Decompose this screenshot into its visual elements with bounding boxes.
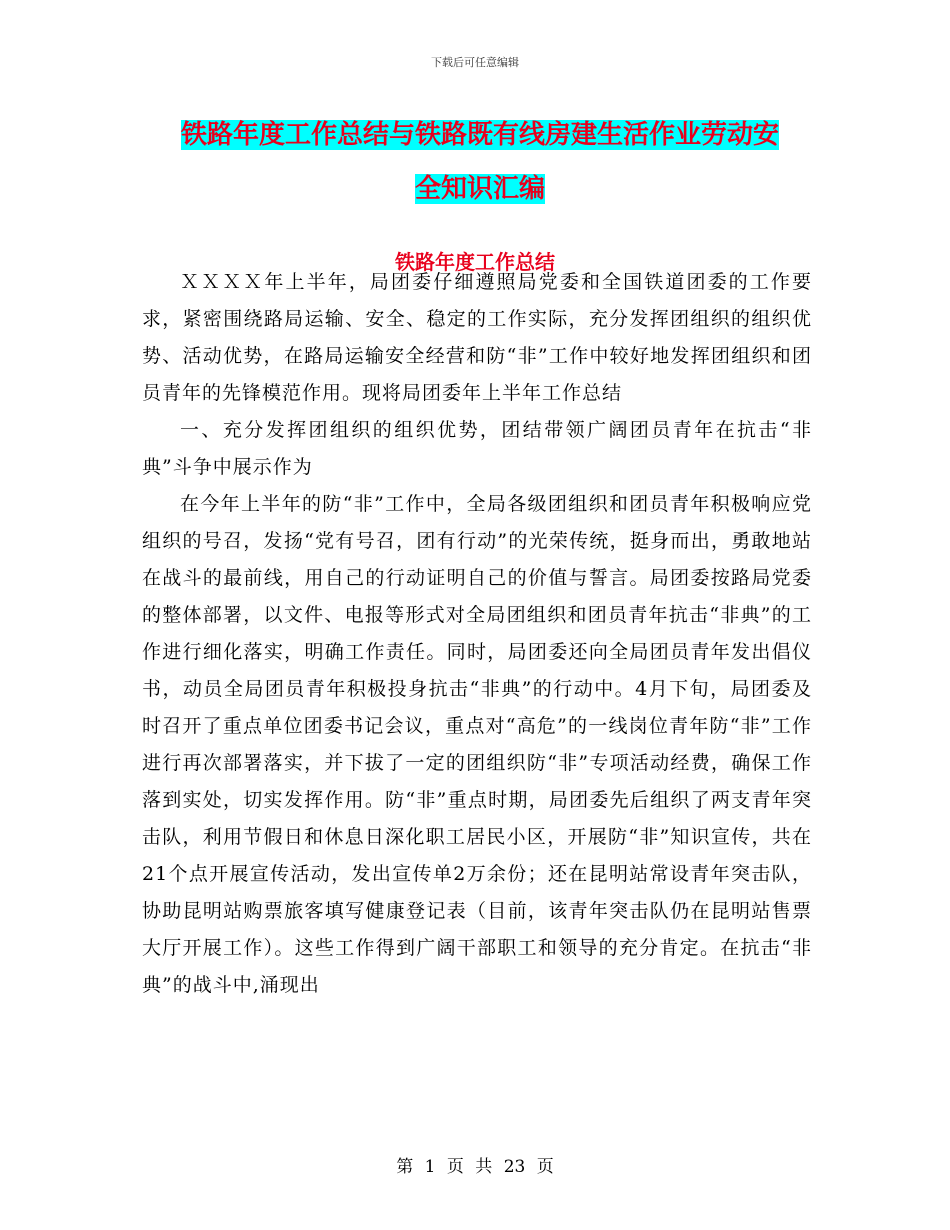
- paragraph-intro: ＸＸＸＸ年上半年，局团委仔细遵照局党委和全国铁道团委的工作要求，紧密围绕路局运输、安全、稳定的工作实际，充分发挥团组织的组织优势、活动优势，在路局运输安全经营和防“非”工作中较好地发挥团组织和团员青年的先锋模范作用。现将局团委年上半年工作总结: [142, 271, 812, 404]
- page-number: 第 1 页 共 23 页: [396, 1157, 554, 1177]
- body-text: [142, 264, 812, 1004]
- title-line-1: 铁路年度工作总结与铁路既有线房建生活作业劳动安: [180, 120, 779, 150]
- paragraph-body: 在今年上半年的防“非”工作中，全局各级团组织和团员青年积极响应党组织的号召，发扬“党有号召，团有行动”的光荣传统，挺身而出，勇敢地站在战斗的最前线，用自己的行动证明自己的价值与誓言。局团委按路局党委的整体部署，以文件、电报等形式对全局团组织和团员青年抗击“非典”的工作进行细化落实，明确工作责任。同时，局团委还向全局团员青年发出倡仪书，动员全局团员青年积极投身抗击“非典”的行动中。4月下旬，局团委及时召开了重点单位团委书记会议，重点对“高危”的一线岗位青年防“非”工作进行再次部署落实，并下拔了一定的团组织防“非”专项活动经费，确保工作落到实处，切实发挥作用。防“非”重点时期，局团委先后组织了两支青年突击队，利用节假日和休息日深化职工居民小区，开展防“非”知识宣传，共在21个点开展宣传活动，发出宣传单2万余份；还在昆明站常设青年突击队，协助昆明站购票旅客填写健康登记表（目前，该青年突击队仍在昆明站售票大厅开展工作）。这些工作得到广阔干部职工和领导的充分肯定。在抗击“非典”的战斗中,涌现出: [142, 493, 812, 996]
- section-title: 铁路年度工作总结: [395, 250, 555, 274]
- title-line-2: 全知识汇编: [414, 174, 545, 204]
- document-title: [140, 108, 820, 216]
- header-note: 下载后可任意编辑: [431, 56, 519, 69]
- paragraph-heading-one: 一、充分发挥团组织的组织优势，团结带领广阔团员青年在抗击“非典”斗争中展示作为: [142, 419, 812, 478]
